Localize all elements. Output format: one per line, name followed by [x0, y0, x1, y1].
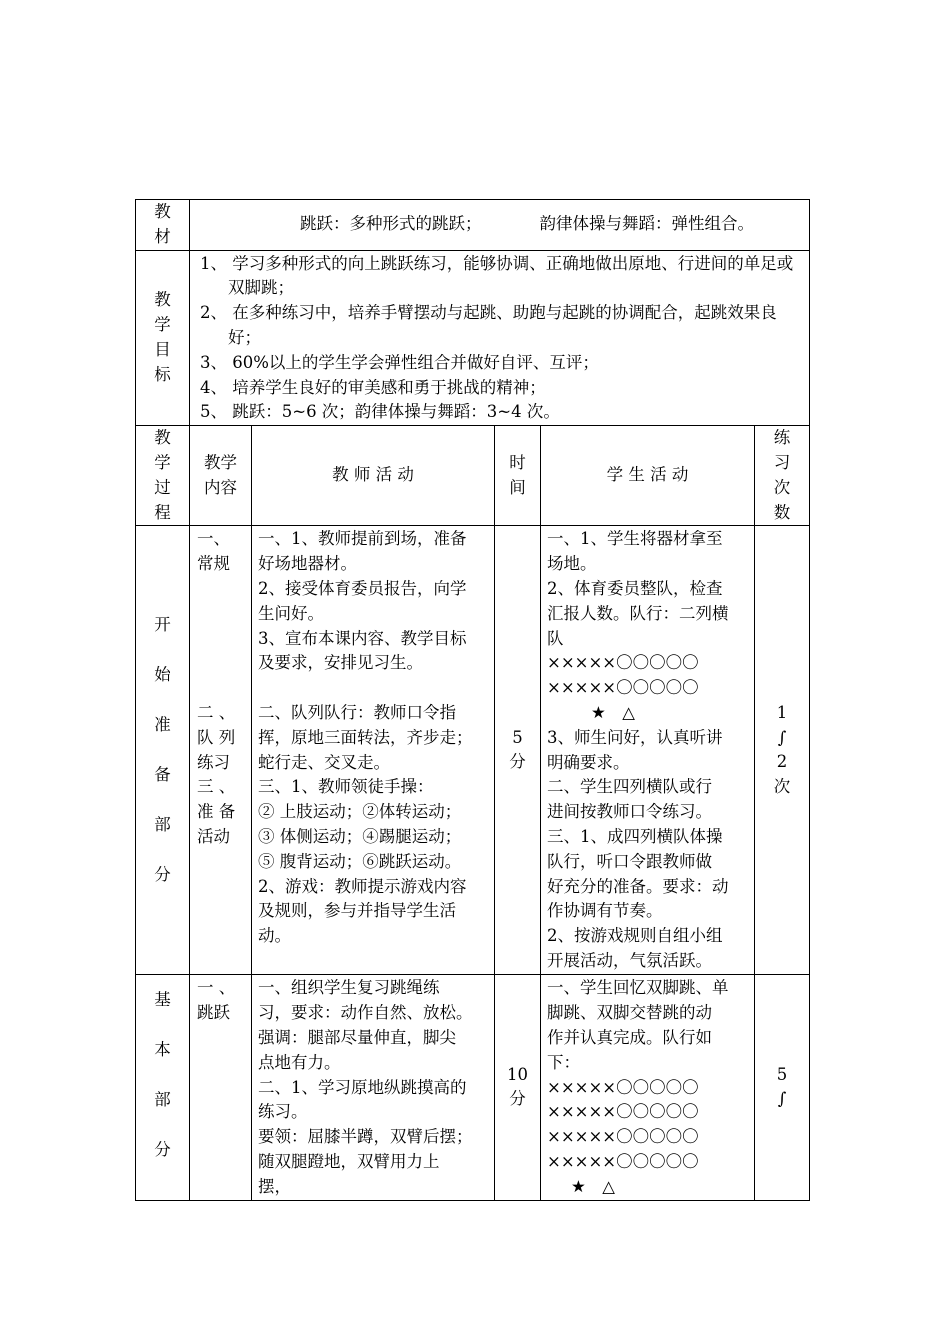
teacher-line: 蛇行走、交叉走。 [258, 752, 390, 772]
prep-content [190, 526, 252, 975]
prep-section-label [136, 526, 190, 975]
formation-markers: ★ △ [591, 702, 635, 722]
teacher-line: 强调：腿部尽量伸直，脚尖 [258, 1027, 456, 1047]
label-char: 教 [154, 202, 171, 221]
student-line: 开展活动，气氛活跃。 [547, 950, 712, 970]
objective-item: 2、 在多种练习中，培养手臂摆动与起跳、助跑与起跳的协调配合，起跳效果良好； [200, 303, 777, 347]
formation-row: ×××××〇〇〇〇〇 [547, 1127, 699, 1147]
objectives-content [190, 250, 810, 426]
label-char: 开 [154, 615, 171, 635]
content-line: 队 列 [197, 727, 236, 747]
content-line: 三 、 [197, 777, 236, 797]
count-unit: 次 [773, 777, 791, 797]
header-text: 数 [773, 502, 791, 522]
teacher-line: ② 上肢运动；②体转运动； [258, 802, 462, 822]
label-char: 始 [154, 665, 171, 685]
count-symbol: ∫ [777, 727, 787, 747]
label-char: 准 [154, 715, 171, 735]
count-symbol: ∫ [777, 1089, 787, 1109]
formation-row: ×××××〇〇〇〇〇 [547, 1077, 699, 1097]
count-value: 2 [776, 752, 788, 772]
header-text: 间 [509, 477, 526, 497]
content-line: 一 、 [197, 978, 236, 998]
student-line: 2、按游戏规则自组小组 [547, 926, 723, 946]
student-line: 一、学生回忆双脚跳、单 [547, 978, 729, 998]
objectives-label [136, 250, 190, 426]
student-line: 场地。 [547, 554, 597, 574]
student-line: 好充分的准备。要求：动 [547, 876, 729, 896]
student-line: 作并认真完成。队行如 [547, 1027, 712, 1047]
student-line: 汇报人数。队行：二列横 [547, 603, 729, 623]
label-char: 学 [154, 452, 171, 472]
objective-item: 1、 学习多种形式的向上跳跃练习，能够协调、正确地做出原地、行进间的单足或双脚跳； [200, 253, 794, 298]
formation-row: ×××××〇〇〇〇〇 [547, 1102, 699, 1122]
teacher-line: ③ 体侧运动；④踢腿运动； [258, 826, 462, 846]
teacher-line: 及要求，安排见习生。 [258, 653, 423, 673]
count-value: 1 [776, 702, 788, 722]
student-line: 2、体育委员整队，检查 [547, 578, 723, 598]
basic-section-label [136, 975, 190, 1200]
teacher-line: 动。 [258, 926, 291, 946]
time-value: 5 [512, 727, 523, 747]
header-text: 时 [509, 452, 526, 472]
content-line: 练习 [197, 752, 230, 772]
materials-row [136, 200, 810, 251]
student-line: 二、学生四列横队或行 [547, 777, 712, 797]
teacher-line: 一、组织学生复习跳绳练 [258, 978, 440, 998]
objectives-row [136, 250, 810, 426]
label-char: 本 [154, 1040, 171, 1060]
teacher-line: 生问好。 [258, 603, 324, 623]
formation-row: ×××××〇〇〇〇〇 [547, 653, 699, 673]
basic-time [495, 975, 541, 1200]
label-char: 基 [154, 990, 171, 1010]
prep-teacher-activity [252, 526, 495, 975]
objective-item: 5、 跳跃：5~6 次；韵律体操与舞蹈：3~4 次。 [200, 402, 560, 422]
teacher-line: 随双腿蹬地，双臂用力上 [258, 1151, 440, 1171]
process-label [136, 426, 190, 526]
practice-count-header [755, 426, 810, 526]
label-char: 备 [154, 765, 171, 785]
label-char: 标 [154, 364, 171, 384]
teacher-line: 2、接受体育委员报告，向学 [258, 578, 467, 598]
time-header [495, 426, 541, 526]
formation-markers: ★ △ [571, 1176, 615, 1196]
material-item-dance: 韵律体操与舞蹈：弹性组合。 [539, 214, 754, 234]
header-text: 教 师 活 动 [332, 465, 414, 485]
student-activity-header [541, 426, 755, 526]
objective-item: 4、 培养学生良好的审美感和勇于挑战的精神； [200, 377, 546, 397]
teacher-line: 一、1、教师提前到场，准备 [258, 529, 467, 549]
student-line: 脚跳、双脚交替跳的动 [547, 1003, 712, 1023]
label-char: 程 [154, 502, 171, 522]
materials-content [190, 200, 810, 251]
teacher-line: 2、游戏：教师提示游戏内容 [258, 876, 467, 896]
objective-item: 3、 60%以上的学生学会弹性组合并做好自评、互评； [200, 352, 599, 372]
label-char: 教 [154, 428, 171, 448]
content-line: 活动 [197, 826, 230, 846]
lesson-plan-table [135, 199, 810, 1201]
time-unit: 分 [509, 1089, 526, 1109]
teacher-line: 摆， [258, 1176, 291, 1196]
count-value: 5 [776, 1064, 788, 1084]
student-line: 进间按教师口令练习。 [547, 802, 712, 822]
student-line: 一、1、学生将器材拿至 [547, 529, 723, 549]
prep-student-activity [541, 526, 755, 975]
label-char: 部 [154, 815, 171, 835]
label-char: 学 [154, 315, 171, 335]
prep-practice-count [755, 526, 810, 975]
basic-teacher-activity [252, 975, 495, 1200]
content-line: 准 备 [197, 802, 236, 822]
header-text: 习 [773, 452, 791, 472]
label-char: 分 [154, 865, 171, 885]
prep-section-row [136, 526, 810, 975]
prep-time [495, 526, 541, 975]
label-char: 分 [154, 1140, 171, 1160]
header-text: 内容 [204, 477, 237, 497]
teacher-line: 练习。 [258, 1102, 308, 1122]
basic-content [190, 975, 252, 1200]
content-line: 二 、 [197, 702, 236, 722]
student-line: 队行，听口令跟教师做 [547, 851, 712, 871]
header-text: 学 生 活 动 [606, 465, 689, 485]
materials-label [136, 200, 190, 251]
basic-practice-count [755, 975, 810, 1200]
material-item-jump: 跳跃：多种形式的跳跃； [300, 214, 482, 234]
label-char: 教 [154, 290, 171, 310]
label-char: 目 [154, 339, 171, 359]
teacher-line: 二、1、学习原地纵跳摸高的 [258, 1077, 467, 1097]
header-text: 练 [773, 428, 791, 448]
student-line: 作协调有节奏。 [547, 901, 663, 921]
content-line: 一、 [197, 529, 230, 549]
time-value: 10 [507, 1064, 528, 1084]
student-line: 明确要求。 [547, 752, 630, 772]
time-unit: 分 [509, 752, 526, 772]
teacher-line: 挥，原地三面转法，齐步走； [258, 727, 473, 747]
basic-student-activity [541, 975, 755, 1200]
teacher-line: 三、1、教师领徒手操： [258, 777, 434, 797]
teacher-line: 及规则，参与并指导学生活 [258, 901, 456, 921]
header-text: 教学 [204, 452, 237, 472]
teacher-line: 点地有力。 [258, 1052, 341, 1072]
content-line: 跳跃 [197, 1003, 230, 1023]
student-line: 三、1、成四列横队体操 [547, 826, 723, 846]
teacher-activity-header [252, 426, 495, 526]
teacher-line [258, 676, 490, 701]
label-char: 部 [154, 1090, 171, 1110]
formation-row: ×××××〇〇〇〇〇 [547, 1151, 699, 1171]
student-line: 3、师生问好，认真听讲 [547, 727, 723, 747]
teacher-line: 习，要求：动作自然、放松。 [258, 1003, 473, 1023]
student-line: 队 [547, 628, 564, 648]
basic-section-row [136, 975, 810, 1200]
label-char: 过 [154, 477, 171, 497]
header-text: 次 [773, 477, 791, 497]
teacher-line: ⑤ 腹背运动；⑥跳跃运动。 [258, 851, 462, 871]
process-header-row [136, 426, 810, 526]
teacher-line: 要领：屈膝半蹲，双臂后摆； [258, 1127, 473, 1147]
teacher-line: 3、宣布本课内容、教学目标 [258, 628, 467, 648]
student-line: 下： [547, 1052, 580, 1072]
formation-row: ×××××〇〇〇〇〇 [547, 678, 699, 698]
content-line: 常规 [197, 554, 230, 574]
teacher-line: 好场地器材。 [258, 554, 357, 574]
content-header [190, 426, 252, 526]
teacher-line: 二、队列队行：教师口令指 [258, 702, 456, 722]
label-char: 材 [154, 226, 171, 246]
